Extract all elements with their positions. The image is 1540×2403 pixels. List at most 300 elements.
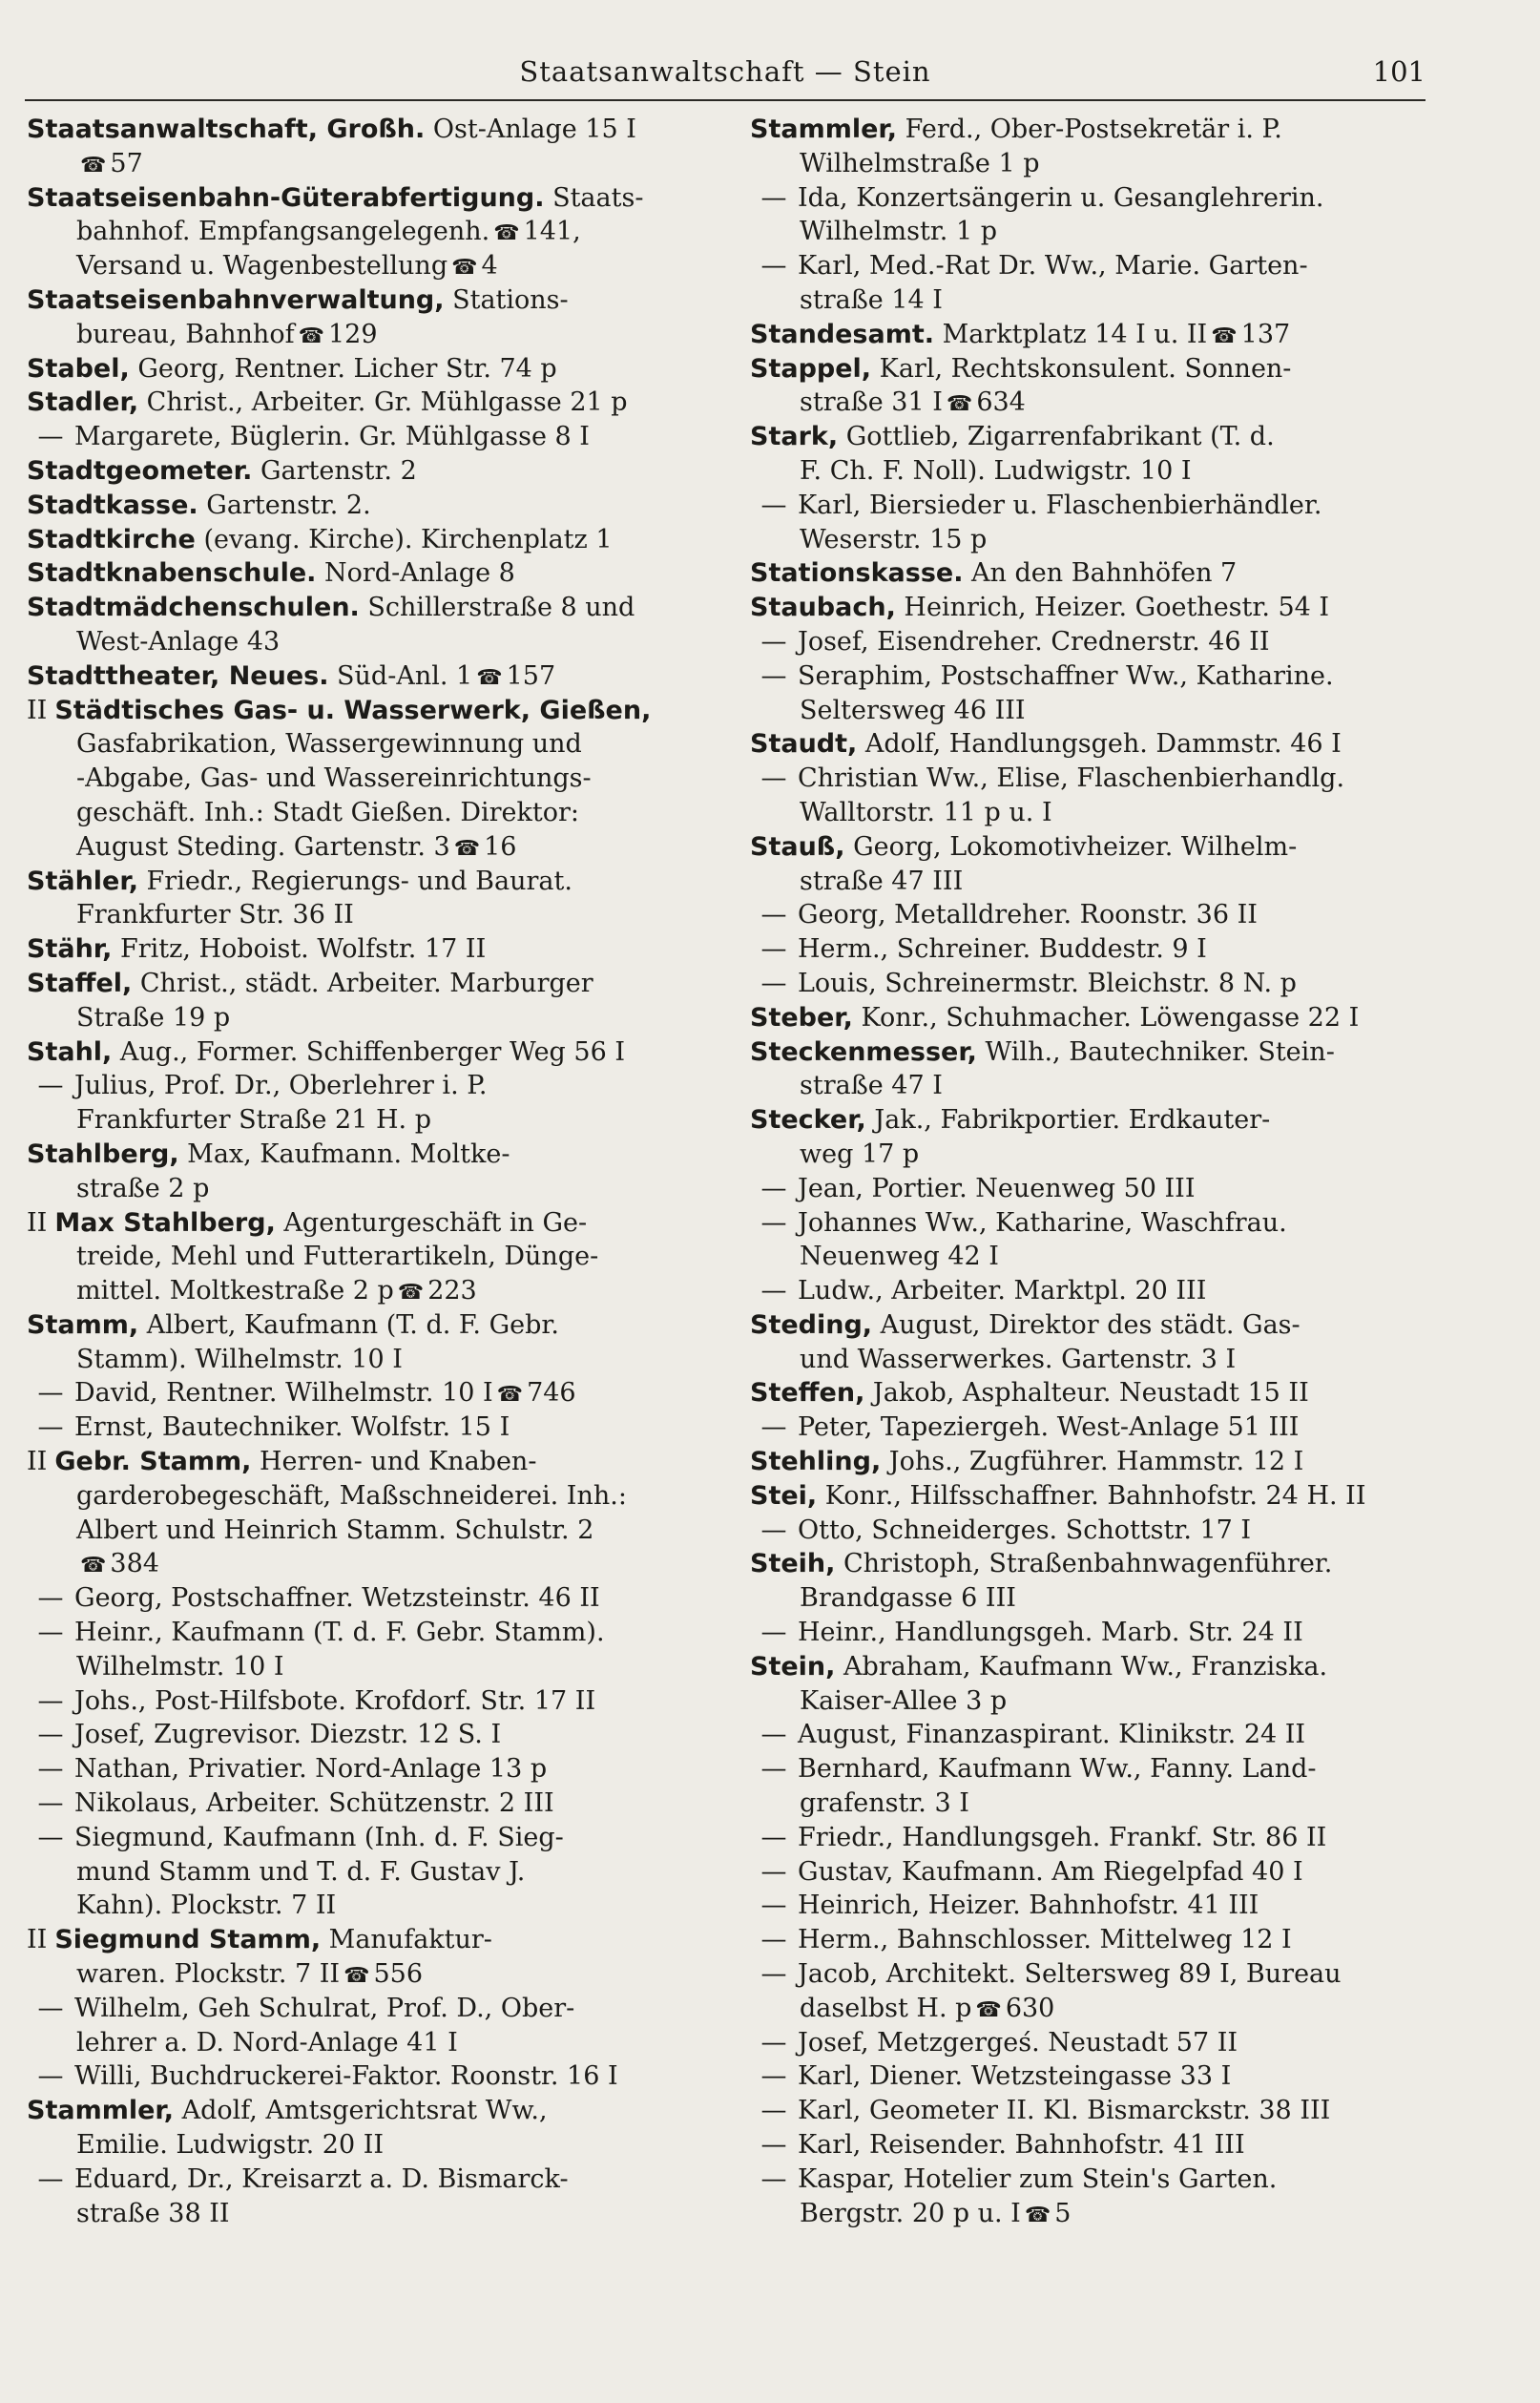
telephone-icon: ☎: [453, 836, 481, 861]
directory-line: [27, 1650, 704, 1684]
directory-line: [750, 1308, 1427, 1343]
directory-line: [27, 2163, 704, 2197]
directory-line: [750, 1923, 1427, 1957]
entry-text: -Abgabe, Gas- und Wassereinrichtungs-: [76, 763, 592, 794]
telephone-icon: ☎: [496, 1383, 524, 1408]
ditto-dash: —: [37, 1754, 64, 1785]
telephone-number: 384: [110, 1549, 159, 1579]
telephone-icon: ☎: [451, 256, 478, 281]
telephone-number: 16: [484, 831, 517, 862]
directory-line: [750, 1103, 1427, 1138]
directory-line: [750, 249, 1427, 283]
entry-text: Gartenstr. 2: [252, 455, 417, 486]
entry-text: Kahn). Plockstr. 7 II: [76, 1891, 337, 1921]
directory-line: [27, 1206, 704, 1241]
entry-heading: Steckenmesser,: [750, 1036, 977, 1067]
entry-heading: Stadtmädchenschulen.: [27, 593, 360, 623]
directory-line: [750, 1957, 1427, 1992]
directory-line: [27, 1274, 704, 1308]
directory-line: [750, 2026, 1427, 2060]
directory-line: [750, 1684, 1427, 1719]
directory-line: [750, 2094, 1427, 2128]
entry-text: Otto, Schneiderges. Schottstr. 17 I: [798, 1515, 1252, 1545]
entry-text: Jacob, Architekt. Seltersweg 89 I, Bureau: [798, 1959, 1342, 1990]
telephone-number: 4: [481, 251, 498, 282]
ditto-dash: —: [760, 182, 787, 213]
directory-line: [27, 1616, 704, 1650]
directory-line: [27, 1138, 704, 1172]
ditto-dash: —: [760, 1891, 787, 1921]
directory-line: [750, 1992, 1427, 2026]
entry-heading: Stadtgeometer.: [27, 455, 253, 486]
directory-line: [750, 2163, 1427, 2197]
entry-text: Versand u. Wagenbestellung: [76, 251, 448, 282]
directory-line: [27, 420, 704, 454]
entry-text: August Steding. Gartenstr. 3: [76, 831, 450, 862]
entry-text: Adolf, Amtsgerichtsrat Ww.,: [174, 2096, 548, 2126]
entry-text: Jak., Fabrikportier. Erdkauter-: [865, 1105, 1271, 1136]
directory-line: [27, 898, 704, 932]
entry-text: Bergstr. 20 p u. I: [800, 2198, 1021, 2228]
entry-heading: Stehling,: [750, 1447, 882, 1477]
entry-text: Johannes Ww., Katharine, Waschfrau.: [798, 1207, 1287, 1238]
directory-line: [27, 1103, 704, 1138]
telephone-number: 157: [506, 660, 556, 691]
telephone-number: 746: [527, 1378, 576, 1409]
entry-text: Georg, Postschaffner. Wetzsteinstr. 46 II: [74, 1583, 600, 1614]
directory-line: [27, 556, 704, 591]
entry-text: Heinrich, Heizer. Bahnhofstr. 41 III: [798, 1891, 1259, 1921]
running-title: Staatsanwaltschaft — Stein: [519, 55, 931, 88]
directory-line: [27, 489, 704, 523]
ditto-dash: —: [37, 1720, 64, 1750]
directory-line: [750, 489, 1427, 523]
entry-text: Johs., Post-Hilfsbote. Krofdorf. Str. 17 II: [74, 1685, 596, 1716]
directory-line: [750, 1547, 1427, 1581]
directory-line: [27, 694, 704, 728]
ditto-dash: —: [760, 2061, 787, 2092]
directory-line: [750, 1138, 1427, 1172]
telephone-icon: ☎: [1024, 2203, 1051, 2227]
ditto-dash: —: [760, 1412, 787, 1443]
directory-line: [27, 932, 704, 967]
entry-text: Agenturgeschäft in Ge-: [275, 1207, 588, 1238]
directory-line: [750, 727, 1427, 762]
ditto-dash: —: [760, 1207, 787, 1238]
directory-line: [750, 1240, 1427, 1274]
entry-text: Karl, Rechtskonsulent. Sonnen-: [871, 353, 1292, 384]
entry-text: August, Finanzaspirant. Klinikstr. 24 II: [798, 1720, 1306, 1750]
directory-line: [750, 1855, 1427, 1890]
entry-text: F. Ch. F. Noll). Ludwigstr. 10 I: [800, 455, 1192, 486]
entry-text: Nord-Anlage 8: [316, 558, 515, 589]
directory-line: [27, 249, 704, 283]
entry-heading: Steffen,: [750, 1378, 865, 1409]
telephone-number: 129: [327, 319, 378, 349]
directory-line: [27, 1547, 704, 1581]
directory-line: [750, 1479, 1427, 1514]
directory-line: [750, 898, 1427, 932]
telephone-icon: ☎: [946, 392, 973, 417]
entry-text: Konr., Hilfsschaffner. Bahnhofstr. 24 H. II: [817, 1480, 1366, 1511]
directory-line: [750, 1069, 1427, 1103]
directory-line: [27, 523, 704, 557]
entry-text: Schillerstraße 8 und: [359, 593, 635, 623]
entry-heading: Staudt,: [750, 729, 858, 760]
entry-text: Friedr., Regierungs- und Baurat.: [137, 866, 572, 896]
entry-heading: Standesamt.: [750, 319, 935, 349]
entry-text: Wilhelmstr. 10 I: [76, 1651, 284, 1682]
entry-text: weg 17 p: [800, 1139, 920, 1169]
entry-text: Wilhelm, Geh Schulrat, Prof. D., Ober-: [74, 1993, 575, 2023]
entry-heading: Stadtkasse.: [27, 490, 198, 520]
entry-text: Christian Ww., Elise, Flaschenbierhandlg.: [798, 763, 1345, 794]
entry-heading: Stähler,: [27, 866, 138, 896]
entry-text: Karl, Biersieder u. Flaschenbierhändler.: [798, 490, 1322, 520]
ditto-dash: —: [760, 1856, 787, 1887]
ditto-dash: —: [37, 1618, 64, 1648]
entry-text: Frankfurter Str. 36 II: [76, 900, 354, 930]
entry-text: Herm., Bahnschlosser. Mittelweg 12 I: [798, 1925, 1292, 1955]
entry-text: Louis, Schreinermstr. Bleichstr. 8 N. p: [798, 968, 1297, 998]
entry-text: August, Direktor des städt. Gas-: [872, 1309, 1301, 1340]
directory-line: [750, 523, 1427, 557]
ditto-dash: —: [37, 2061, 64, 2092]
entry-heading: Siegmund Stamm,: [54, 1925, 322, 1955]
directory-line: [750, 386, 1427, 420]
directory-line: [750, 1343, 1427, 1377]
directory-line: [27, 1889, 704, 1923]
entry-text: Fritz, Hoboist. Wolfstr. 17 II: [112, 934, 487, 965]
entry-text: straße 14 I: [800, 284, 943, 315]
telephone-icon: ☎: [476, 665, 503, 690]
ditto-dash: —: [760, 763, 787, 794]
entry-heading: Staatseisenbahnverwaltung,: [27, 284, 445, 315]
ditto-dash: —: [760, 1959, 787, 1990]
entry-text: und Wasserwerkes. Gartenstr. 3 I: [800, 1344, 1237, 1374]
entry-heading: Stamm,: [27, 1309, 139, 1340]
directory-line: [750, 762, 1427, 796]
telephone-number: 5: [1054, 2198, 1072, 2228]
directory-line: [27, 1855, 704, 1890]
directory-line: [750, 2197, 1427, 2231]
directory-line: [27, 2026, 704, 2060]
directory-line: [27, 386, 704, 420]
ditto-dash: —: [37, 1071, 64, 1101]
entry-text: Nikolaus, Arbeiter. Schützenstr. 2 III: [74, 1788, 554, 1819]
directory-line: [750, 659, 1427, 694]
telephone-icon: ☎: [343, 1964, 370, 1989]
telephone-icon: ☎: [397, 1281, 425, 1306]
page-header: [25, 50, 1426, 101]
entry-text: Wilh., Bautechniker. Stein-: [976, 1036, 1335, 1067]
entry-text: Ida, Konzertsängerin u. Gesanglehrerin.: [798, 182, 1324, 213]
directory-line: [750, 1650, 1427, 1684]
entry-text: bureau, Bahnhof: [76, 319, 295, 349]
entry-text: Josef, Zugrevisor. Diezstr. 12 S. I: [74, 1720, 502, 1750]
directory-line: [27, 2059, 704, 2094]
telephone-number: 137: [1240, 319, 1291, 349]
telephone-number: 141,: [523, 217, 581, 247]
entry-text: Siegmund, Kaufmann (Inh. d. F. Sieg-: [74, 1822, 564, 1852]
directory-line: [750, 1889, 1427, 1923]
telephone-icon: ☎: [975, 1997, 1002, 2022]
entry-heading: Stadler,: [27, 387, 139, 418]
ditto-dash: —: [760, 1720, 787, 1750]
directory-line: [27, 1752, 704, 1787]
directory-line: [750, 2128, 1427, 2163]
entry-text: Peter, Tapeziergeh. West-Anlage 51 III: [798, 1412, 1300, 1443]
list-marker: II: [27, 1207, 48, 1238]
entry-text: Eduard, Dr., Kreisarzt a. D. Bismarck-: [74, 2163, 569, 2194]
entry-text: Gasfabrikation, Wassergewinnung und: [76, 729, 582, 760]
telephone-icon: ☎: [80, 1554, 107, 1578]
directory-line: [750, 215, 1427, 249]
ditto-dash: —: [760, 1173, 787, 1203]
directory-line: [27, 1376, 704, 1410]
directory-line: [750, 1616, 1427, 1650]
directory-line: [750, 1514, 1427, 1548]
directory-line: [750, 420, 1427, 454]
entry-text: Karl, Diener. Wetzsteingasse 33 I: [798, 2061, 1232, 2092]
entry-text: Seltersweg 46 III: [800, 695, 1026, 725]
entry-heading: Stappel,: [750, 353, 872, 384]
entry-heading: Stabel,: [27, 353, 130, 384]
entry-text: waren. Plockstr. 7 II: [76, 1959, 341, 1990]
entry-text: daselbst H. p: [800, 1993, 972, 2023]
entry-text: Albert und Heinrich Stamm. Schulstr. 2: [76, 1515, 594, 1545]
entry-text: Josef, Metzgergeś. Neustadt 57 II: [798, 2027, 1238, 2058]
directory-line: [27, 113, 704, 147]
ditto-dash: —: [760, 900, 787, 930]
entry-text: Weserstr. 15 p: [800, 524, 988, 554]
entry-text: Friedr., Handlungsgeh. Frankf. Str. 86 II: [798, 1822, 1327, 1852]
entry-text: garderobegeschäft, Maßschneiderei. Inh.:: [76, 1480, 627, 1511]
entry-heading: Stammler,: [27, 2096, 175, 2126]
directory-line: [750, 625, 1427, 659]
directory-line: [27, 1069, 704, 1103]
entry-text: Gustav, Kaufmann. Am Riegelpfad 40 I: [798, 1856, 1303, 1887]
directory-line: [27, 352, 704, 387]
ditto-dash: —: [37, 1822, 64, 1852]
directory-line: [27, 865, 704, 899]
entry-text: Abraham, Kaufmann Ww., Franziska.: [835, 1651, 1328, 1682]
entry-text: Wilhelmstr. 1 p: [800, 217, 998, 247]
directory-line: [750, 591, 1427, 625]
ditto-dash: —: [760, 1822, 787, 1852]
entry-text: An den Bahnhöfen 7: [963, 558, 1238, 589]
entry-text: Christ., Arbeiter. Gr. Mühlgasse 21 p: [138, 387, 628, 418]
directory-line: [750, 454, 1427, 489]
entry-text: mund Stamm und T. d. F. Gustav J.: [76, 1856, 526, 1887]
entry-heading: Städtisches Gas- u. Wasserwerk, Gießen,: [54, 695, 652, 725]
telephone-icon: ☎: [1211, 324, 1238, 348]
ditto-dash: —: [760, 1754, 787, 1785]
entry-text: Seraphim, Postschaffner Ww., Katharine.: [798, 660, 1334, 691]
entry-heading: Stadtkirche: [27, 524, 196, 554]
directory-line: [750, 2059, 1427, 2094]
directory-line: [750, 318, 1427, 352]
entry-text: West-Anlage 43: [76, 626, 281, 657]
entry-text: Kaspar, Hotelier zum Stein's Garten.: [798, 2163, 1278, 2194]
directory-line: [27, 830, 704, 865]
ditto-dash: —: [760, 251, 787, 282]
directory-line: [750, 694, 1427, 728]
entry-text: Kaiser-Allee 3 p: [800, 1685, 1008, 1716]
entry-text: Albert, Kaufmann (T. d. F. Gebr.: [138, 1309, 559, 1340]
entry-heading: Stahl,: [27, 1036, 113, 1067]
entry-text: Staats-: [544, 182, 644, 213]
ditto-dash: —: [760, 490, 787, 520]
directory-line: [27, 727, 704, 762]
telephone-number: 630: [1005, 1993, 1055, 2023]
directory-line: [750, 147, 1427, 181]
entry-heading: Staatsanwaltschaft, Großh.: [27, 115, 426, 144]
directory-line: [750, 1581, 1427, 1616]
entry-heading: Stauß,: [750, 831, 845, 862]
entry-heading: Stecker,: [750, 1105, 866, 1136]
directory-line: [27, 454, 704, 489]
entry-text: Ludw., Arbeiter. Marktpl. 20 III: [798, 1276, 1207, 1306]
directory-line: [27, 1035, 704, 1070]
telephone-icon: ☎: [493, 221, 520, 246]
entry-text: Jean, Portier. Neuenweg 50 III: [798, 1173, 1196, 1203]
entry-text: Heinr., Handlungsgeh. Marb. Str. 24 II: [798, 1618, 1303, 1648]
entry-text: straße 38 II: [76, 2198, 230, 2228]
directory-line: [27, 1718, 704, 1752]
entry-text: Georg, Metalldreher. Roonstr. 36 II: [798, 900, 1258, 930]
directory-line: [750, 865, 1427, 899]
entry-heading: Stadttheater, Neues.: [27, 660, 329, 691]
directory-line: [27, 1240, 704, 1274]
ditto-dash: —: [760, 934, 787, 965]
directory-line: [27, 659, 704, 694]
directory-line: [27, 318, 704, 352]
ditto-dash: —: [37, 1685, 64, 1716]
ditto-dash: —: [760, 2096, 787, 2126]
directory-line: [27, 1821, 704, 1855]
entry-text: Heinr., Kaufmann (T. d. F. Gebr. Stamm).: [74, 1618, 605, 1648]
entry-text: Herm., Schreiner. Buddestr. 9 I: [798, 934, 1207, 965]
entry-heading: Staatseisenbahn-Güterabfertigung.: [27, 182, 545, 213]
ditto-dash: —: [37, 422, 64, 452]
directory-line: [27, 1479, 704, 1514]
directory-line: [750, 796, 1427, 830]
directory-line: [27, 1308, 704, 1343]
entry-text: Ost-Anlage 15 I: [425, 115, 636, 144]
page-number: 101: [1372, 55, 1426, 88]
directory-line: [27, 147, 704, 181]
directory-line: [750, 1274, 1427, 1308]
entry-text: Bernhard, Kaufmann Ww., Fanny. Land-: [798, 1754, 1317, 1785]
entry-text: grafenstr. 3 I: [800, 1788, 969, 1819]
directory-line: [27, 1001, 704, 1035]
entry-text: Adolf, Handlungsgeh. Dammstr. 46 I: [857, 729, 1342, 760]
entry-text: straße 47 III: [800, 866, 964, 896]
entry-heading: Stein,: [750, 1651, 836, 1682]
directory-line: [750, 556, 1427, 591]
entry-text: Josef, Eisendreher. Crednerstr. 46 II: [798, 626, 1270, 657]
directory-line: [27, 1992, 704, 2026]
telephone-number: 223: [427, 1276, 477, 1306]
directory-line: [27, 1343, 704, 1377]
entry-heading: Stähr,: [27, 934, 113, 965]
entry-text: Margarete, Büglerin. Gr. Mühlgasse 8 I: [74, 422, 590, 452]
ditto-dash: —: [37, 1788, 64, 1819]
entry-text: Marktplatz 14 I u. II: [934, 319, 1208, 349]
ditto-dash: —: [760, 2163, 787, 2194]
directory-line: [750, 830, 1427, 865]
entry-text: David, Rentner. Wilhelmstr. 10 I: [74, 1378, 493, 1409]
ditto-dash: —: [37, 1583, 64, 1614]
entry-text: Frankfurter Straße 21 H. p: [76, 1105, 431, 1136]
entry-text: Christoph, Straßenbahnwagenführer.: [835, 1549, 1333, 1579]
directory-line: [750, 113, 1427, 147]
entry-text: Ferd., Ober-Postsekretär i. P.: [897, 115, 1282, 144]
entry-heading: Stei,: [750, 1480, 818, 1511]
entry-text: Süd-Anl. 1: [328, 660, 473, 691]
entry-heading: Stark,: [750, 422, 839, 452]
entry-text: geschäft. Inh.: Stadt Gießen. Direktor:: [76, 797, 579, 827]
entry-heading: Stationskasse.: [750, 558, 964, 589]
directory-line: [750, 1035, 1427, 1070]
directory-line: [27, 1957, 704, 1992]
entry-text: Christ., städt. Arbeiter. Marburger: [132, 968, 593, 998]
entry-heading: Stammler,: [750, 115, 898, 144]
ditto-dash: —: [760, 1276, 787, 1306]
telephone-icon: ☎: [80, 153, 107, 178]
entry-text: Willi, Buchdruckerei-Faktor. Roonstr. 16 I: [74, 2061, 618, 2092]
entry-text: straße 31 I: [800, 387, 943, 418]
entry-text: straße 2 p: [76, 1173, 210, 1203]
directory-line: [27, 1410, 704, 1445]
entry-text: Neuenweg 42 I: [800, 1242, 999, 1272]
entry-text: bahnhof. Empfangsangelegenh.: [76, 217, 490, 247]
list-marker: II: [27, 695, 48, 725]
entry-heading: Staffel,: [27, 968, 133, 998]
ditto-dash: —: [37, 1993, 64, 2023]
entry-text: Brandgasse 6 III: [800, 1583, 1016, 1614]
entry-text: Stations-: [444, 284, 569, 315]
entry-text: Karl, Med.-Rat Dr. Ww., Marie. Garten-: [798, 251, 1308, 282]
entry-text: (evang. Kirche). Kirchenplatz 1: [195, 524, 613, 554]
entry-heading: Steber,: [750, 1002, 853, 1033]
entry-heading: Staubach,: [750, 593, 896, 623]
entry-heading: Steih,: [750, 1549, 836, 1579]
directory-line: [27, 2197, 704, 2231]
ditto-dash: —: [37, 1412, 64, 1443]
directory-line: [27, 1787, 704, 1821]
directory-line: [27, 283, 704, 318]
directory-line: [27, 762, 704, 796]
entry-text: Gartenstr. 2.: [198, 490, 371, 520]
entry-text: Karl, Reisender. Bahnhofstr. 41 III: [798, 2130, 1245, 2161]
directory-line: [750, 1376, 1427, 1410]
directory-line: [750, 1172, 1427, 1206]
entry-text: treide, Mehl und Futterartikeln, Dünge-: [76, 1242, 599, 1272]
telephone-number: 634: [976, 387, 1026, 418]
ditto-dash: —: [760, 2130, 787, 2161]
entry-text: Karl, Geometer II. Kl. Bismarckstr. 38 III: [798, 2096, 1331, 2126]
directory-line: [27, 1923, 704, 1957]
entry-text: Heinrich, Heizer. Goethestr. 54 I: [895, 593, 1330, 623]
directory-line: [27, 181, 704, 216]
entry-heading: Stahlberg,: [27, 1139, 179, 1169]
directory-line: [27, 796, 704, 830]
entry-text: Stamm). Wilhelmstr. 10 I: [76, 1344, 403, 1374]
ditto-dash: —: [760, 1515, 787, 1545]
telephone-number: 556: [373, 1959, 424, 1990]
